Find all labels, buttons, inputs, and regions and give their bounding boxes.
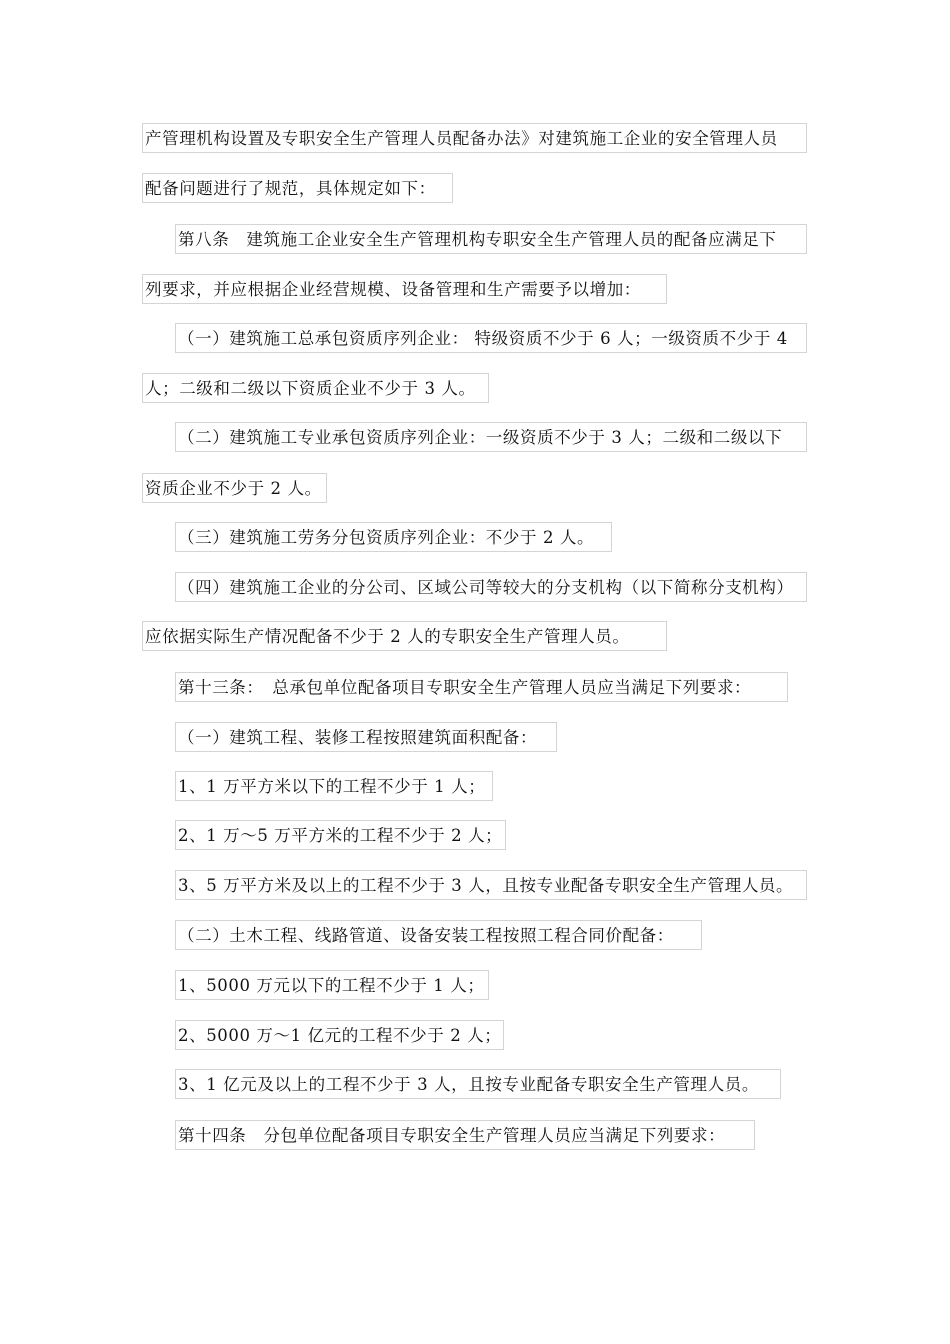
paragraph-line: （一）建筑工程、装修工程按照建筑面积配备：	[175, 722, 557, 752]
paragraph-line: （二）土木工程、线路管道、设备安装工程按照工程合同价配备：	[175, 920, 702, 950]
paragraph-line: 1、5000 万元以下的工程不少于 1 人；	[175, 970, 489, 1000]
paragraph-line: 第十四条 分包单位配备项目专职安全生产管理人员应当满足下列要求：	[175, 1120, 755, 1150]
paragraph-line: 3、5 万平方米及以上的工程不少于 3 人，且按专业配备专职安全生产管理人员。	[175, 870, 807, 900]
paragraph-line: 第十三条： 总承包单位配备项目专职安全生产管理人员应当满足下列要求：	[175, 672, 788, 702]
paragraph-line: 人；二级和二级以下资质企业不少于 3 人。	[142, 373, 489, 403]
paragraph-line: 2、5000 万～1 亿元的工程不少于 2 人；	[175, 1020, 504, 1050]
paragraph-line: 1、1 万平方米以下的工程不少于 1 人；	[175, 771, 493, 801]
paragraph-line: 3、1 亿元及以上的工程不少于 3 人，且按专业配备专职安全生产管理人员。	[175, 1069, 781, 1099]
paragraph-line: 应依据实际生产情况配备不少于 2 人的专职安全生产管理人员。	[142, 621, 667, 651]
paragraph-line: 配备问题进行了规范，具体规定如下：	[142, 173, 453, 203]
paragraph-line: 产管理机构设置及专职安全生产管理人员配备办法》对建筑施工企业的安全管理人员	[142, 123, 807, 153]
paragraph-line: （四）建筑施工企业的分公司、区域公司等较大的分支机构（以下简称分支机构）	[175, 572, 807, 602]
paragraph-line: 2、1 万～5 万平方米的工程不少于 2 人；	[175, 820, 506, 850]
paragraph-line: 列要求，并应根据企业经营规模、设备管理和生产需要予以增加：	[142, 274, 667, 304]
paragraph-line: 资质企业不少于 2 人。	[142, 473, 327, 503]
paragraph-line: （三）建筑施工劳务分包资质序列企业：不少于 2 人。	[175, 522, 612, 552]
paragraph-line: （二）建筑施工专业承包资质序列企业：一级资质不少于 3 人；二级和二级以下	[175, 422, 807, 452]
paragraph-line: 第八条 建筑施工企业安全生产管理机构专职安全生产管理人员的配备应满足下	[175, 224, 807, 254]
paragraph-line: （一）建筑施工总承包资质序列企业： 特级资质不少于 6 人；一级资质不少于 4	[175, 323, 807, 353]
